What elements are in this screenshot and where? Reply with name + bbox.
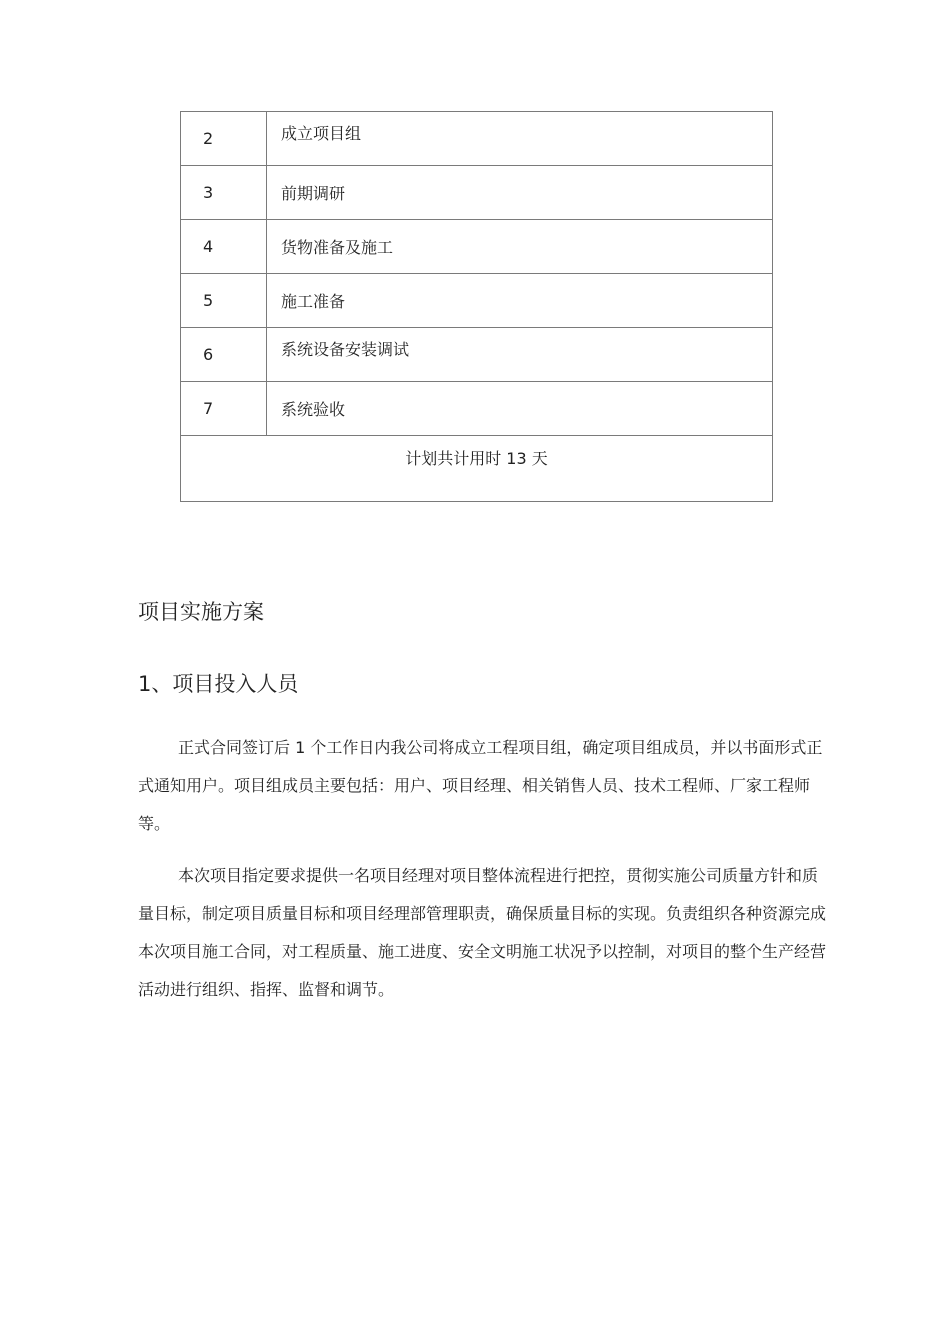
step-task: 系统验收 bbox=[267, 382, 773, 436]
step-number: 2 bbox=[181, 112, 267, 166]
table-row bbox=[181, 274, 773, 328]
step-number: 6 bbox=[181, 328, 267, 382]
paragraph-project-manager: 本次项目指定要求提供一名项目经理对项目整体流程进行把控，贯彻实施公司质量方针和质量目标，制定项目质量目标和项目经理部管理职责，确保质量目标的实现。负责组织各种资源完成本次项目施工合同，对工程质量、施工进度、安全文明施工状况予以控制，对项目的整个生产经营活动进行组织、指挥、监督和调节。 bbox=[138, 866, 827, 999]
step-task: 系统设备安装调试 bbox=[267, 328, 773, 382]
table-row bbox=[181, 220, 773, 274]
table-total-row bbox=[181, 436, 773, 502]
total-duration: 计划共计用时 13 天 bbox=[181, 436, 773, 502]
step-task: 前期调研 bbox=[267, 166, 773, 220]
step-number: 5 bbox=[181, 274, 267, 328]
table-row bbox=[181, 382, 773, 436]
step-number: 3 bbox=[181, 166, 267, 220]
paragraph-team-formation: 正式合同签订后 1 个工作日内我公司将成立工程项目组，确定项目组成员，并以书面形式正式通知用户。项目组成员主要包括：用户、项目经理、相关销售人员、技术工程师、厂家工程师等。 bbox=[138, 738, 823, 833]
step-task: 施工准备 bbox=[267, 274, 773, 328]
section-title: 项目实施方案 bbox=[138, 600, 264, 624]
table-row bbox=[181, 328, 773, 382]
schedule-table bbox=[180, 111, 773, 502]
table-row bbox=[181, 166, 773, 220]
step-task: 成立项目组 bbox=[267, 112, 773, 166]
step-number: 7 bbox=[181, 382, 267, 436]
sub-heading: 1、项目投入人员 bbox=[138, 672, 299, 696]
table-row bbox=[181, 112, 773, 166]
step-number: 4 bbox=[181, 220, 267, 274]
step-task: 货物准备及施工 bbox=[267, 220, 773, 274]
